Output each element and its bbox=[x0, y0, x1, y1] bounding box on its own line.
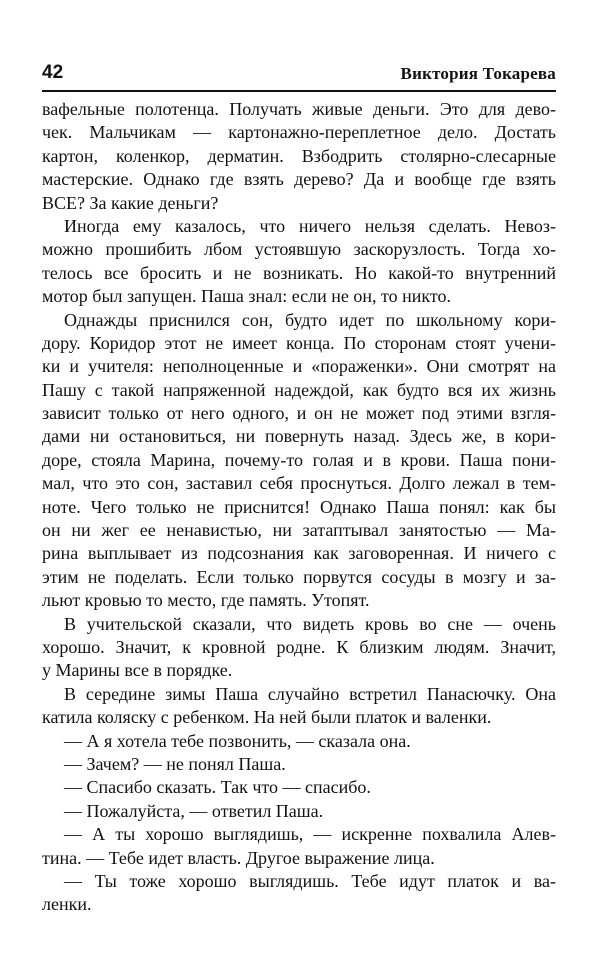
text-line: дами ни остановиться, ни повернуть назад. Здесь же, в кори- bbox=[42, 426, 556, 447]
text-line: телось все бросить и не возникать. Но какой-то внутренний bbox=[42, 262, 556, 283]
text-line: тина. — Тебе идет власть. Другое выражение лица. bbox=[42, 847, 435, 868]
body-text bbox=[42, 98, 556, 917]
text-line: он ни жег ее ненавистью, ни затаптывал занятостью — Ма- bbox=[42, 520, 556, 541]
text-line: рина выплывает из подсознания как заговоренная. И ничего с bbox=[42, 543, 556, 564]
text-line: — Спасибо сказать. Так что — спасибо. bbox=[64, 777, 371, 798]
text-line: можно прошибить лбом устоявшую заскорузлость. Тогда хо- bbox=[42, 239, 556, 260]
text-line: Однажды приснился сон, будто идет по школьному кори- bbox=[64, 309, 556, 330]
text-line: ноте. Чего только не приснится! Однако Паша понял: как бы bbox=[42, 496, 556, 517]
text-line: ВСЕ? За какие деньги? bbox=[42, 192, 219, 213]
text-line: Иногда ему казалось, что ничего нельзя сделать. Невоз- bbox=[64, 215, 556, 236]
text-line: — Ты тоже хорошо выглядишь. Тебе идут платок и ва- bbox=[64, 870, 556, 891]
text-line: зависит только от него одного, и он не может под этими взгля- bbox=[42, 403, 556, 424]
text-line: хорошо. Значит, к кровной родне. К близким людям. Значит, bbox=[42, 636, 556, 657]
text-line: катила коляску с ребенком. На ней были платок и валенки. bbox=[42, 707, 492, 728]
text-line: дору. Коридор этот не имеет конца. По сторонам стоят учени- bbox=[42, 332, 556, 353]
text-line: — А я хотела тебе позвонить, — сказала она. bbox=[64, 730, 411, 751]
text-line: В середине зимы Паша случайно встретил Панасючку. Она bbox=[64, 683, 556, 704]
text-line: ленки. bbox=[42, 894, 92, 915]
page-header bbox=[42, 60, 556, 92]
text-line: В учительской сказали, что видеть кровь во сне — очень bbox=[64, 613, 556, 634]
text-line: ки и учителя: неполноценные и «пораженки». Они смотрят на bbox=[42, 356, 556, 377]
text-line: чек. Мальчикам — картонажно-переплетное дело. Достать bbox=[42, 122, 556, 143]
text-line: вафельные полотенца. Получать живые деньги. Это для дево- bbox=[42, 99, 556, 119]
text-line: — Зачем? — не понял Паша. bbox=[64, 753, 286, 774]
text-line: мотор был запущен. Паша знал: если не он, то никто. bbox=[42, 286, 452, 307]
running-head-author: Виктория Токарева bbox=[400, 64, 556, 83]
text-line: Пашу с такой напряженной надеждой, как будто вся их жизнь bbox=[42, 379, 556, 400]
text-line: у Марины все в порядке. bbox=[42, 660, 233, 681]
text-line: мал, что это сон, заставил себя проснуться. Долго лежал в тем- bbox=[42, 473, 556, 494]
text-line: — А ты хорошо выглядишь, — искренне похвалила Алев- bbox=[64, 824, 556, 845]
page-number: 42 bbox=[42, 62, 64, 83]
text-line: доре, стояла Марина, почему-то голая и в крови. Паша пони- bbox=[42, 449, 556, 470]
text-line: — Пожалуйста, — ответил Паша. bbox=[64, 800, 324, 821]
text-line: этим не поделать. Если только порвутся сосуды в мозгу и за- bbox=[42, 566, 556, 587]
text-line: льют кровью то место, где память. Утопят. bbox=[42, 590, 370, 611]
text-line: картон, коленкор, дерматин. Взбодрить столярно-слесарные bbox=[42, 145, 556, 166]
text-line: мастерские. Однако где взять дерево? Да и вообще где взять bbox=[42, 169, 556, 190]
